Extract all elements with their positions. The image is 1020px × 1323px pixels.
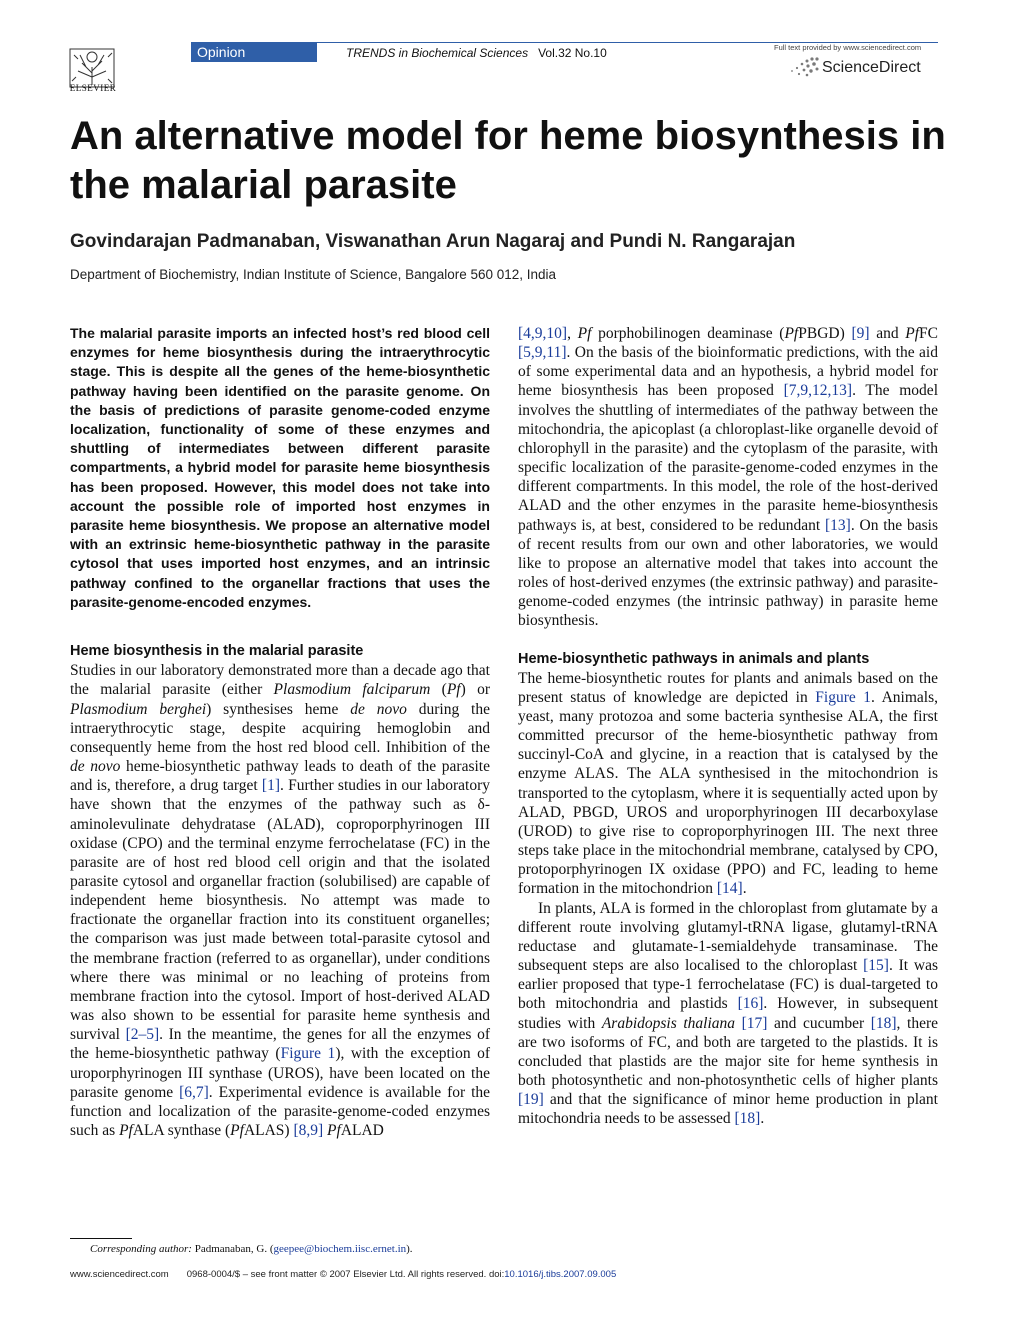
journal-info <box>346 46 607 60</box>
text <box>735 1015 742 1032</box>
species-abbrev: Pf <box>577 325 592 342</box>
text: ( <box>430 681 447 699</box>
text: . On the basis of the bioinformatic predictions, with the aid of some experimental data and an hypothesis, a hybrid model for heme biosynthesis has been proposed <box>518 344 938 400</box>
citation-link[interactable]: [1] <box>261 777 280 795</box>
text: . Further studies in our laboratory have shown that the enzymes of the pathway such as δ-aminolevulinate dehydratase (ALAD), coproporphyrinogen III oxidase (CPO) and the terminal enzyme ferrochelatase (FC) in the parasite are of host red blood cell origin and that the isolated parasite cytosol and organellar fraction (solubilised) are capable of independent heme biosynthesis. No attempt was made to fractionate the organellar fraction into its constituent organelles; the comparison was just made between total-parasite cytosol and the membrane fraction (referred to as organellar), under conditions where there was minimal or no leaching of proteins from membrane fraction into the cytosol. Import of host-derived ALAD was also shown to be essential for parasite heme synthesis and survival <box>70 777 490 1044</box>
footer-site: www.sciencedirect.com <box>70 1269 169 1280</box>
citation-link[interactable]: [18] <box>734 1110 761 1128</box>
section-heading-2: Heme-biosynthetic pathways in animals and plants <box>518 650 870 667</box>
citation-link[interactable]: [5,9,11] <box>518 344 567 362</box>
species-abbrev: Pf <box>327 1122 341 1139</box>
species-name: Plasmodium falciparum <box>273 681 431 699</box>
species-abbrev: Pf <box>784 325 799 342</box>
page-footer <box>70 1269 950 1280</box>
text: porphobilinogen deaminase ( <box>591 325 785 342</box>
text: ALAD <box>340 1122 384 1139</box>
text: . It was earlier proposed that type-1 ferrochelatase (FC) is dual-targeted to both mitochondria and plastids <box>518 957 938 1013</box>
text: FC <box>919 325 938 342</box>
publisher-logo-text: ELSEVIER <box>69 83 117 93</box>
citation-link[interactable]: [6,7] <box>179 1083 209 1101</box>
section-2-paragraph-1 <box>518 669 938 899</box>
text: ) synthesises heme <box>206 700 351 718</box>
footnote-rule <box>70 1238 132 1239</box>
latin-term: de novo <box>350 700 407 718</box>
citation-link[interactable]: [7,9,12,13] <box>783 382 853 400</box>
citation-link[interactable]: [18] <box>870 1014 897 1032</box>
text: . <box>742 880 747 898</box>
text: and cucumber <box>767 1014 871 1032</box>
footnote-name: Padmanaban, G. ( <box>191 1243 274 1255</box>
text: In plants, ALA is formed in the chloroplast from glutamate by a different route involving glutamyl-tRNA ligase, glutamyl-tRNA reductase and glutamate-1-semialdehyde transaminase. The subsequent steps are also localised to the chloroplast <box>518 899 938 975</box>
footnote-end: ). <box>406 1243 413 1255</box>
section-2-paragraph-2 <box>518 899 938 1129</box>
citation-link[interactable]: [8,9] <box>293 1122 324 1139</box>
citation-link[interactable]: [2–5] <box>125 1026 160 1044</box>
section-heading-1: Heme biosynthesis in the malarial parasite <box>70 643 364 660</box>
text: . However, in subsequent studies with <box>518 995 938 1032</box>
species-abbrev: Pf <box>446 681 461 699</box>
citation-link[interactable]: [14] <box>716 880 743 898</box>
text: . Animals, yeast, many protozoa and some bacteria synthesise ALA, the first committed precursor of the heme-biosynthetic pathway from succinyl-CoA and glycine, in a reaction that is catalysed by the enzyme ALAS. The ALA synthesised in the mitochondrion is transported to the cytoplasm, where it is sequentially acted upon by ALAD, PBGD, UROS and uroporphyrinogen III decarboxylase (UROD) to give rise to coproporphyrinogen III. The next three steps take place in the mitochondrial membrane, catalysed by CPO, protoporphyrinogen IX oxidase (PPO) and FC, leading to heme formation in the mitochondrion <box>518 688 939 898</box>
footer-issn: 0968-0004/$ – see front matter © 2007 Elsevier Ltd. All rights reserved. <box>186 1269 487 1280</box>
journal-volume: Vol.32 No.10 <box>538 46 607 60</box>
text: ALA synthase ( <box>132 1122 231 1139</box>
text: PBGD) <box>798 325 852 342</box>
doi-link[interactable]: 10.1016/j.tibs.2007.09.005 <box>504 1269 617 1280</box>
sciencedirect-dots-icon <box>787 56 821 78</box>
corresponding-author-note <box>90 1243 413 1255</box>
species-name: Arabidopsis thaliana <box>601 1014 736 1032</box>
citation-link[interactable]: [19] <box>518 1091 544 1109</box>
text: and <box>869 325 906 342</box>
citation-link[interactable]: [15] <box>863 957 889 975</box>
text: , <box>567 325 578 342</box>
fulltext-note[interactable]: Full text provided by www.sciencedirect.com <box>774 43 922 52</box>
footnote-label: Corresponding author: <box>90 1243 192 1255</box>
right-column <box>518 324 938 1128</box>
text: ALAS) <box>243 1122 294 1139</box>
section-tag: Opinion <box>191 42 317 62</box>
sciencedirect-wordmark: ScienceDirect <box>822 59 921 76</box>
text: and that the significance of minor heme production in plant mitochondria needs to be assessed <box>518 1091 938 1128</box>
text: . <box>760 1110 765 1128</box>
species-name: Plasmodium berghei <box>70 700 207 718</box>
citation-link[interactable]: [4,9,10] <box>518 325 568 342</box>
text: ), with the exception of uroporphyrinogen III synthase (UROS), have been located on the parasite genome <box>70 1045 490 1101</box>
author-email-link[interactable]: geepee@biochem.iisc.ernet.in <box>273 1243 407 1255</box>
abstract: The malarial parasite imports an infected host’s red blood cell enzymes for heme biosynthesis during the intraerythrocytic stage. This is despite all the genes of the heme-biosynthetic pathway having been identified on the parasite genome. On the basis of predictions of parasite genome-coded enzyme localization, functionality of some of these enzymes and shuttling of intermediates between different parasite compartments, a hybrid model for parasite heme biosynthesis has been proposed. However, this model does not take into account the possible role of imported host enzymes in parasite heme biosynthesis. We propose an alternative model with an extrinsic heme-biosynthetic pathway in the parasite cytosol that uses imported host enzymes, and an intrinsic pathway confined to the organellar fractions that uses the parasite-genome-encoded enzymes. <box>70 325 490 610</box>
text: Studies in our laboratory demonstrated more than a decade ago that the malarial parasite (either <box>70 662 490 699</box>
article-authors: Govindarajan Padmanaban, Viswanathan Arun Nagaraj and Pundi N. Rangarajan <box>70 231 796 252</box>
text: , there are two isoforms of FC, and both are targeted to the plastids. It is concluded that plastids are the major site for heme synthesis in both photosynthetic and non-photosynthetic cells of higher plants <box>518 1014 938 1089</box>
figure-link[interactable]: Figure 1 <box>280 1045 336 1063</box>
text: during the intraerythrocytic stage, despite acquiring hemoglobin and consequently heme from the host red blood cell. Inhibition of the <box>70 700 490 756</box>
left-column <box>70 324 490 1140</box>
text: ) or <box>460 681 490 699</box>
citation-link[interactable]: [16] <box>737 995 764 1013</box>
footer-doi-label: doi: <box>488 1269 505 1280</box>
article-title: An alternative model for heme biosynthesis in the malarial parasite <box>70 114 946 207</box>
species-abbrev: Pf <box>905 325 920 342</box>
article-affiliation: Department of Biochemistry, Indian Institute of Science, Bangalore 560 012, India <box>70 267 557 282</box>
citation-link[interactable]: [13] <box>825 516 851 534</box>
section-1-paragraph <box>70 661 490 1140</box>
species-abbrev: Pf <box>119 1122 133 1139</box>
latin-term: de novo <box>70 758 121 776</box>
species-abbrev: Pf <box>230 1122 244 1139</box>
text: . The model involves the shuttling of intermediates of the pathway between the mitochondria, the apicoplast (a chloroplast-like organelle devoid of chlorophyll in the parasite) and the cytoplasm of the parasite, with specific localization of the parasite-genome-coded enzymes in the different compartments. In this model, the role of the host-derived ALAD and the other enzymes in the parasite heme-biosynthesis pathways is, at best, considered to be redundant <box>518 382 938 534</box>
text: heme-biosynthetic pathway leads to death of the parasite and is, therefore, a drug target <box>70 758 490 795</box>
journal-name: TRENDS in Biochemical Sciences <box>346 46 529 60</box>
citation-link[interactable]: [9] <box>851 325 870 342</box>
figure-link[interactable]: Figure 1 <box>815 688 872 706</box>
citation-link[interactable]: [17] <box>741 1014 768 1032</box>
text: . Experimental evidence is available for the function and localization of the parasite-genome-coded enzymes such as <box>70 1083 490 1139</box>
text: . On the basis of recent results from our own and other laboratories, we would like to propose an alternative model that takes into account the roles of host-derived enzymes (the extrinsic pathway) and parasite-genome-coded enzymes (the intrinsic pathway) in parasite heme biosynthesis. <box>518 516 938 630</box>
text: The heme-biosynthetic routes for plants and animals based on the present status of knowledge are depicted in <box>518 669 938 706</box>
text: . In the meantime, the genes for all the enzymes of the heme-biosynthetic pathway ( <box>70 1026 490 1063</box>
continued-paragraph <box>518 324 938 631</box>
